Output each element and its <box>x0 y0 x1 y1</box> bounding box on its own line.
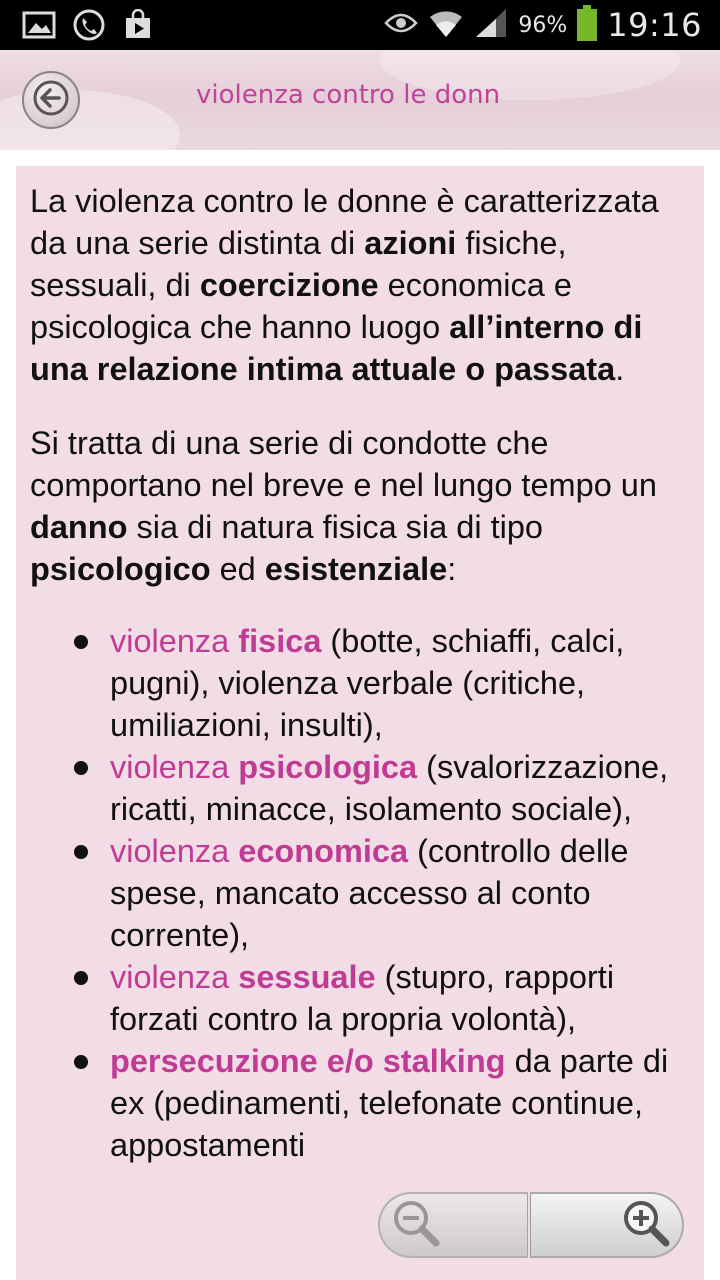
phone-call-icon <box>72 8 106 42</box>
bullet-icon <box>74 761 88 775</box>
list-item-label: violenza fisica <box>110 623 322 659</box>
zoom-controls <box>378 1192 684 1258</box>
list-item-label: violenza sessuale <box>110 959 376 995</box>
back-arrow-icon <box>31 78 71 122</box>
text-run: ed <box>210 551 265 587</box>
header-divider <box>0 150 720 166</box>
text-run: Si tratta di una serie di condotte che comportano nel breve e nel lungo tempo un <box>30 425 657 503</box>
text-run: fisiche, sessuali, di <box>30 225 567 303</box>
list-item <box>30 830 698 956</box>
notification-icons <box>22 8 154 42</box>
bold-text: psicologico <box>30 551 211 587</box>
list-item-text: da parte di ex (pedinamenti, telefonate continue, appostamenti <box>110 1043 669 1163</box>
text-run: sia di natura fisica sia di tipo <box>127 509 543 545</box>
bold-text: azioni <box>364 225 457 261</box>
bold-text: all’interno di una relazione intima attuale o passata <box>30 309 643 387</box>
text-run: La violenza contro le donne è caratterizzata da una serie distinta di <box>30 183 659 261</box>
wifi-icon <box>428 7 464 43</box>
bullet-icon <box>74 1055 88 1069</box>
clock: 19:16 <box>607 6 702 44</box>
list-item-text: (svalorizzazione, ricatti, minacce, isolamento sociale), <box>110 749 669 827</box>
violence-types-list <box>30 620 698 1166</box>
intro-paragraph <box>30 180 698 390</box>
page-title: violenza contro le donn <box>196 80 501 110</box>
list-item <box>30 746 698 830</box>
list-item-label: violenza economica <box>110 833 409 869</box>
description-paragraph <box>30 422 698 590</box>
zoom-out-button[interactable] <box>378 1192 528 1258</box>
status-bar <box>0 0 720 50</box>
bold-text: esistenziale <box>264 551 448 587</box>
zoom-in-icon <box>620 1197 672 1253</box>
gallery-icon <box>22 10 56 40</box>
text-run: : <box>447 551 457 587</box>
bullet-icon <box>74 845 88 859</box>
list-item-text: (botte, schiaffi, calci, pugni), violenza verbale (critiche, umiliazioni, insulti), <box>110 623 625 743</box>
zoom-in-button[interactable] <box>530 1192 684 1258</box>
list-item <box>30 1040 698 1166</box>
play-store-icon <box>122 9 154 41</box>
bold-text: danno <box>30 509 128 545</box>
list-item-text: (controllo delle spese, mancato accesso al conto corrente), <box>110 833 629 953</box>
list-item-text: (stupro, rapporti forzati contro la propria volontà), <box>110 959 615 1037</box>
battery-percentage: 96% <box>518 12 568 38</box>
eye-icon <box>384 11 418 39</box>
bullet-icon <box>74 971 88 985</box>
battery-icon <box>577 5 597 45</box>
zoom-out-icon <box>390 1197 442 1253</box>
bold-text: coercizione <box>199 267 379 303</box>
list-item-label: violenza psicologica <box>110 749 418 785</box>
list-item <box>30 620 698 746</box>
back-button[interactable] <box>22 71 80 129</box>
app-header <box>0 50 720 150</box>
list-item <box>30 956 698 1040</box>
text-run: . <box>615 351 625 387</box>
bullet-icon <box>74 635 88 649</box>
list-item-label: persecuzione e/o stalking <box>110 1043 506 1079</box>
article-content[interactable] <box>16 166 704 1280</box>
system-icons <box>384 0 702 50</box>
signal-icon <box>474 7 508 43</box>
text-run: economica e psicologica che hanno luogo <box>30 267 572 345</box>
